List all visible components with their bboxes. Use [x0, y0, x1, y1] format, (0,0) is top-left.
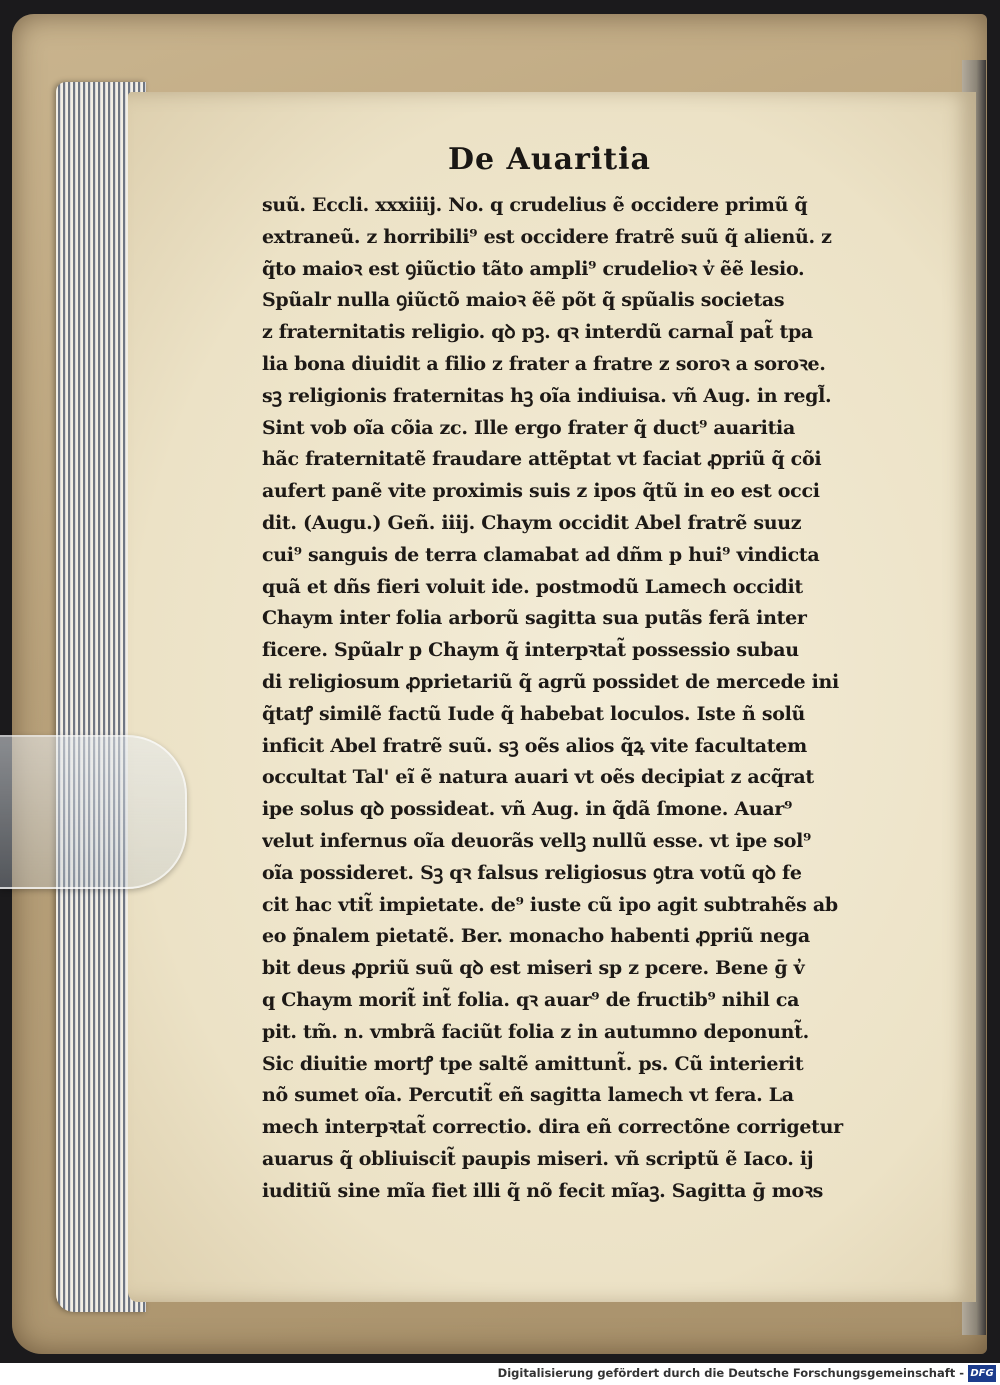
text-line: q̃to maioꝛ est ꝯiũctio tãto ampli⁹ crudelioꝛ v̓ ẽẽ lesio. — [262, 257, 805, 280]
text-line: dit. (Augu.) Geñ. iiij. Chaym occidit Abel fratrẽ suuz — [262, 511, 802, 534]
text-line: hãc fraternitatẽ fraudare attẽptat vt faciat ꝓpriũ q̃ cõi — [262, 448, 822, 471]
text-line: bit deus ꝓpriũ suũ qꝺ est miseri sp z pcere. Bene ḡ v̓ — [262, 957, 805, 980]
text-line: Spũalr nulla ꝯiũctõ maioꝛ ẽẽ põt q̃ spũalis societas — [262, 289, 785, 312]
page-heading: De Auaritia — [448, 142, 651, 177]
text-line: lia bona diuidit a filio z frater a fratre z soroꝛ a soroꝛe. — [262, 352, 826, 375]
text-line: cui⁹ sanguis de terra clamabat ad dñm p hui⁹ vindicta — [262, 543, 820, 566]
text-line: extraneũ. z horribili⁹ est occidere fratrẽ suũ q̃ alienũ. z — [262, 225, 832, 248]
text-line: aufert panẽ vite proximis suis z ipos q̃tũ in eo est occi — [262, 480, 820, 503]
text-line: di religiosum ꝓprietariũ q̃ agrũ possidet de mercede ini — [262, 670, 839, 693]
text-line: quã et dñs fieri voluit ide. postmodũ Lamech occidit — [262, 575, 803, 598]
text-line: q Chaym morit̃ int̃ folia. qꝛ auar⁹ de fructib⁹ nihil ca — [262, 988, 800, 1011]
text-line: iuditiũ sine mĩa fiet illi q̃ nõ fecit mĩaꝫ. Sagitta ḡ moꝛs — [262, 1179, 823, 1202]
funding-credit: Digitalisierung gefördert durch die Deutsche Forschungsgemeinschaft - — [497, 1366, 964, 1380]
text-line: z fraternitatis religio. qꝺ pꝫ. qꝛ interdũ carnal̃ pat̃ tpa — [262, 321, 813, 344]
text-line: occultat Tal' eĩ ẽ natura auari vt oẽs decipiat z acq̃rat — [262, 766, 814, 789]
footer-bar — [0, 1363, 1000, 1385]
text-line: q̃tatꝭ similẽ factũ Iude q̃ habebat loculos. Iste ñ solũ — [262, 702, 806, 725]
text-line: inficit Abel fratrẽ suũ. sꝫ oẽs alios q̃ꝝ vite facultatem — [262, 734, 807, 757]
text-line: sꝫ religionis fraternitas hꝫ oĩa indiuisa. vñ Aug. in regl̃. — [262, 384, 832, 407]
text-line: velut infernus oĩa deuorãs vellꝫ nullũ esse. vt ipe sol⁹ — [262, 829, 812, 852]
text-line: ipe solus qꝺ possideat. vñ Aug. in q̃dã ſmone. Auar⁹ — [262, 798, 793, 821]
text-line: oĩa possideret. Sꝫ qꝛ falsus religiosus ꝯtra votũ qꝺ fe — [262, 861, 802, 884]
text-line: ficere. Spũalr p Chaym q̃ interpꝛtat̃ possessio subau — [262, 639, 799, 662]
text-line: auarus q̃ obliuiscit̃ paupis miseri. vñ scriptũ ẽ Iaco. ij — [262, 1147, 814, 1170]
page-text-block — [262, 190, 902, 1208]
text-line: Sic diuitie mortꝭ tpe saltẽ amittunt̃. ps. Cũ interierit — [262, 1052, 804, 1075]
text-line: cit hac vtit̃ impietate. de⁹ iuste cũ ipo agit subtrahẽs ab — [262, 893, 838, 916]
text-line: eo p̃nalem pietatẽ. Ber. monacho habenti ꝓpriũ nega — [262, 925, 810, 948]
text-line: Sint vob oĩa cõia zc. Ille ergo frater q̃ duct⁹ auaritia — [262, 416, 795, 439]
text-line: Chaym inter folia arborũ sagitta sua putãs ferã inter — [262, 607, 807, 630]
page-clip — [0, 735, 187, 889]
text-line: pit. tm̃. n. vmbrã faciũt folia z in autumno deponunt̃. — [262, 1020, 809, 1043]
text-line: suũ. Eccli. xxxiiij. No. q crudelius ẽ occidere primũ q̃ — [262, 194, 808, 216]
text-line: mech interpꝛtat̃ correctio. dira eñ correctõne corrigetur — [262, 1116, 843, 1139]
dfg-logo: DFG — [968, 1365, 996, 1382]
text-line: nõ sumet oĩa. Percutit̃ eñ sagitta lamech vt fera. La — [262, 1084, 794, 1107]
